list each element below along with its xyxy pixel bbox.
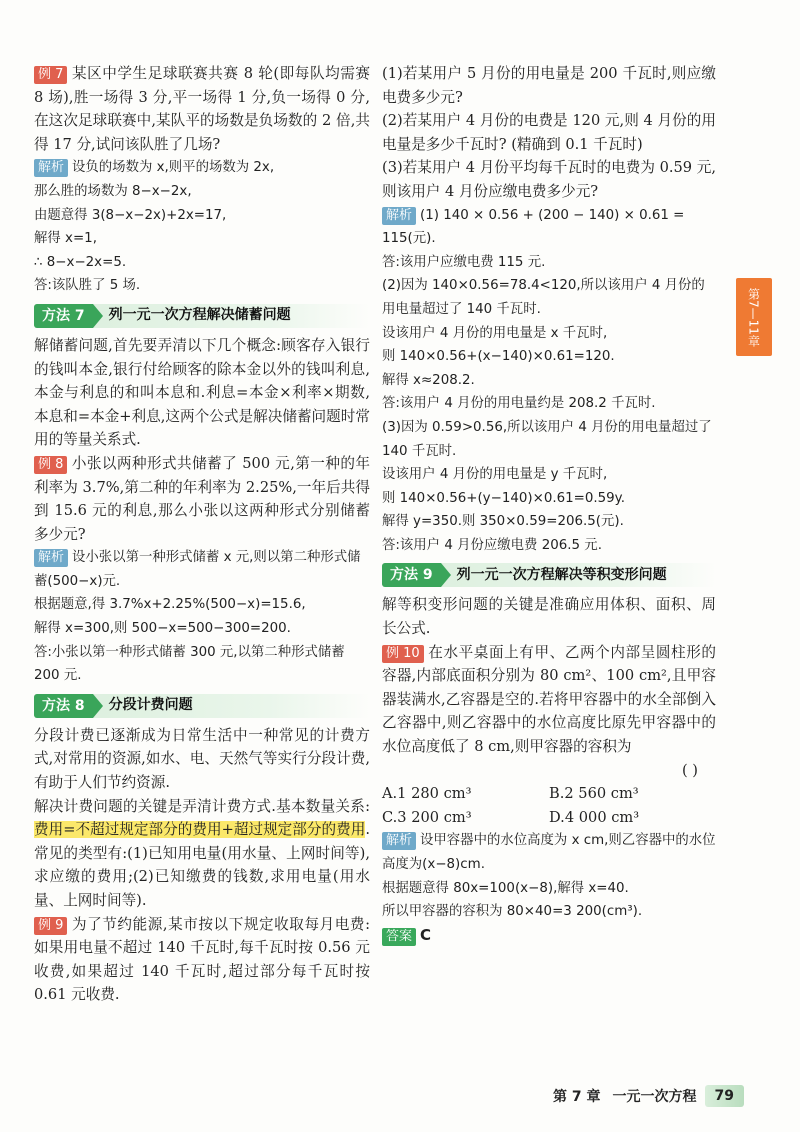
example-10 [382,641,716,759]
solution-10 [382,829,716,948]
solution-line: (2)因为 140×0.56=78.4<120,所以该用户 4 月份的用电量超过了 140 千瓦时. [382,278,705,317]
solution-line: 由题意得 3(8−x−2x)+2x=17, [34,207,227,223]
solution-line: 解得 x=1, [34,231,97,247]
page-footer [553,1085,744,1107]
text-run: .常见的类型有:(1)已知用电量(用水量、上网时间等),求应缴的费用;(2)已知缴费的钱数,求用电量(用水量、上网时间等). [34,821,370,909]
method-8-text-1: 分段计费已逐渐成为日常生活中一种常见的计费方式,对常用的资源,如水、电、天然气等实行分段计费,有助于人们节约资源. [34,726,370,792]
method-label: 方法 7 [34,304,93,328]
solution-line: 解得 x=300,则 500−x=500−300=200. [34,621,291,637]
text-run: 解决计费问题的关键是弄清计费方式.基本数量关系: [34,797,370,815]
answer-value: C [420,925,432,944]
page-number: 79 [705,1085,744,1107]
example-text: 小张以两种形式共储蓄了 500 元,第一种的年利率为 3.7%,第二种的年利率为 2.25%,一年后共得到 15.6 元的利息,那么小张以这两种形式分别储蓄多少元? [34,454,370,543]
solution-line: 根据题意,得 3.7%x+2.25%(500−x)=15.6, [34,597,306,613]
solution-line: 设该用户 4 月份的用电量是 y 千瓦时, [382,467,608,483]
example-text: 在水平桌面上有甲、乙两个内部呈圆柱形的容器,内部底面积分别为 80 cm²、100 cm²,且甲容器装满水,乙容器是空的.若将甲容器中的水全部倒入乙容器中,则乙容器中的水位高度比原先甲容器中的水位高度低了 8 cm,则甲容器的容积为 [382,643,716,756]
option-b: B.2 560 cm³ [549,785,639,803]
example-text: 为了节约能源,某市按以下规定收取每月电费:如果用电量不超过 140 千瓦时,每千瓦时按 0.56 元收费,如果超过 140 千瓦时,超过部分每千瓦时按 0.61 元收费. [34,915,370,1004]
left-column [34,62,370,1007]
solution-line: 则 140×0.56+(y−140)×0.61=0.59y. [382,490,625,506]
solution-line: 则 140×0.56+(x−140)×0.61=120. [382,349,615,365]
method-7-header [34,304,370,328]
method-8-text-2 [34,795,370,913]
answer-paren: ( ) [681,761,698,779]
solution-line: 根据题意得 80x=100(x−8),解得 x=40. [382,880,629,896]
example-8 [34,452,370,546]
solution-line: 答:该用户应缴电费 115 元. [382,254,546,270]
option-d: D.4 000 cm³ [549,808,640,826]
analysis-tag: 解析 [382,832,416,850]
example-tag: 例 7 [34,66,67,84]
analysis-tag: 解析 [34,549,68,567]
method-label: 方法 8 [34,694,93,718]
example-tag: 例 9 [34,917,67,935]
analysis-tag: 解析 [34,159,68,177]
method-9-text: 解等积变形问题的关键是准确应用体积、面积、周长公式. [382,596,716,638]
solution-line: 设该用户 4 月份的用电量是 x 千瓦时, [382,325,608,341]
example-text: 某区中学生足球联赛共赛 8 轮(即每队均需赛 8 场),胜一场得 3 分,平一场得 1 分,负一场得 0 分,在这次足球联赛中,某队平的场数是负场数的 2 倍,共得 17 分,试问该队胜了几场? [34,65,370,153]
option-a: A.1 280 cm³ [382,785,472,803]
question-1: (1)若某用户 5 月份的用电量是 200 千瓦时,则应缴电费多少元? [382,65,716,106]
solution-8 [34,546,370,688]
highlighted-formula: 费用=不超过规定部分的费用+超过规定部分的费用 [34,821,366,839]
method-title: 分段计费问题 [108,697,193,714]
example-9 [34,913,370,1007]
solution-line: 答:该队胜了 5 场. [34,278,141,294]
solution-9 [382,204,716,558]
solution-line: 那么胜的场数为 8−x−2x, [34,183,192,199]
analysis-tag: 解析 [382,207,416,225]
solution-line: 解得 y=350.则 350×0.59=206.5(元). [382,514,624,530]
example-7 [34,62,370,156]
chapter-side-tab: 第7—11章 [736,278,772,356]
method-label: 方法 9 [382,563,441,587]
method-title: 列一元一次方程解决等积变形问题 [456,566,667,583]
question-3: (3)若某用户 4 月份平均每千瓦时的电费为 0.59 元,则该用户 4 月份应缴电费多少元? [382,159,716,200]
footer-topic: 一元一次方程 [612,1089,697,1105]
example-tag: 例 8 [34,456,67,474]
solution-line: 答:小张以第一种形式储蓄 300 元,以第二种形式储蓄 200 元. [34,644,345,684]
solution-7 [34,156,370,298]
method-8-header [34,694,370,718]
option-c: C.3 200 cm³ [382,808,472,826]
example-tag: 例 10 [382,645,424,663]
solution-line: 设负的场数为 x,则平的场数为 2x, [72,160,275,176]
method-7-text: 解储蓄问题,首先要弄清以下几个概念:顾客存入银行的钱叫本金,银行付给顾客的除本金以外的钱叫利息,本金与利息的和叫本息和.利息=本金×利率×期数,本息和=本金+利息,这两个公式是解决储蓄问题时常用的等量关系式. [34,336,370,449]
options [382,782,716,829]
solution-line: 设小张以第一种形式储蓄 x 元,则以第二种形式储蓄(500−x)元. [34,550,361,589]
method-title: 列一元一次方程解决储蓄问题 [108,307,291,324]
solution-line: ∴ 8−x−2x=5. [34,254,127,270]
solution-line: 答:该用户 4 月份的用电量约是 208.2 千瓦时. [382,396,656,412]
method-9-header [382,563,716,587]
solution-line: 答:该用户 4 月份应缴电费 206.5 元. [382,537,602,553]
question-2: (2)若某用户 4 月份的电费是 120 元,则 4 月份的用电量是多少千瓦时? (精确到 0.1 千瓦时) [382,112,716,153]
answer-paren-row [382,759,716,783]
solution-line: 解得 x≈208.2. [382,372,475,388]
solution-line: (1) 140 × 0.56 + (200 − 140) × 0.61 = 115(元). [382,207,685,247]
solution-line: (3)因为 0.59>0.56,所以该用户 4 月份的用电量超过了 140 千瓦时. [382,419,712,459]
solution-line: 所以甲容器的容积为 80×40=3 200(cm³). [382,904,643,920]
answer-tag: 答案 [382,928,416,946]
solution-line: 设甲容器中的水位高度为 x cm,则乙容器中的水位高度为(x−8)cm. [382,833,716,872]
footer-chapter: 第 7 章 [553,1089,601,1105]
right-column [382,62,716,948]
